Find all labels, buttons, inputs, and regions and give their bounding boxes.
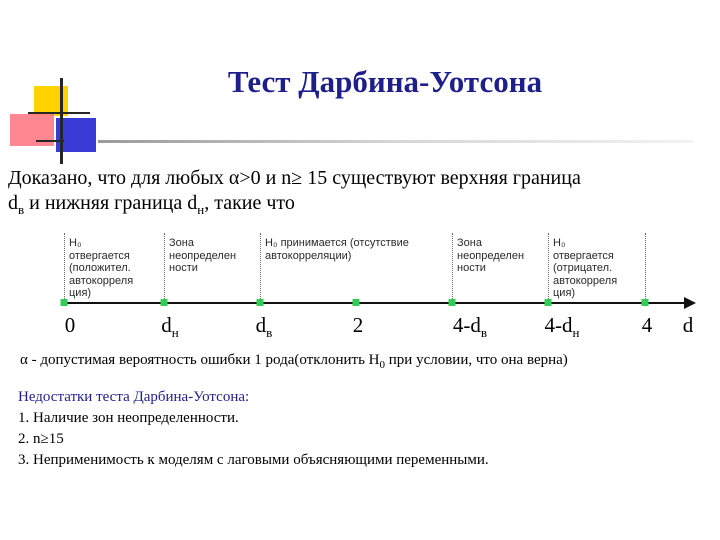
zone-divider: [645, 233, 646, 303]
axis-point: [449, 299, 456, 306]
zone-label-uncertainty-right: Зона неопределен ности: [457, 237, 525, 274]
axis-point: [642, 299, 649, 306]
axis-tick-label: $d_в$: [255, 313, 273, 340]
intro-text: [8, 166, 713, 222]
axis-arrow-icon: [684, 297, 696, 309]
intro-sub-upper: в: [18, 202, 25, 217]
intro-line2-suffix: , такие что: [204, 192, 295, 214]
zone-divider: [452, 233, 453, 303]
zone-label-positive-autocorrelation: H₀ отвергается (положител. автокорреля ция): [69, 237, 134, 299]
axis-tick-label: 2: [352, 313, 364, 337]
axis-tick-label: 4: [641, 313, 653, 337]
drawbacks-block: [18, 387, 489, 471]
drawback-item: 3. Неприменимость к моделям с лаговыми объясняющими переменными.: [18, 452, 489, 468]
title-underline: [98, 140, 693, 143]
axis-point: [61, 299, 68, 306]
zone-divider: [548, 233, 549, 303]
intro-sub-lower: н: [197, 202, 205, 217]
logo-horizontal-line-short: [36, 140, 64, 142]
drawback-item: 2. n≥15: [18, 431, 64, 447]
logo-vertical-line: [60, 78, 63, 164]
intro-line1: Доказано, что для любых α>0 и n≥ 15 существуют верхняя граница: [8, 167, 581, 189]
axis-point: [353, 299, 360, 306]
drawbacks-title: Недостатки теста Дарбина-Уотсона:: [18, 389, 250, 405]
zone-divider: [64, 233, 65, 303]
axis-label: d: [682, 313, 694, 337]
axis-point: [257, 299, 264, 306]
intro-line2-mid: и нижняя граница d: [24, 192, 198, 214]
axis-tick-label: $4-d_в$: [452, 313, 488, 340]
zone-label-uncertainty-left: Зона неопределен ности: [169, 237, 237, 274]
axis-tick-label: $4-d_н$: [544, 313, 580, 340]
drawback-item: 1. Наличие зон неопределенности.: [18, 410, 239, 426]
axis-tick-label: $d_н$: [161, 313, 179, 340]
axis-tick-label: 0: [64, 313, 76, 337]
number-axis: [64, 302, 684, 304]
intro-line2-prefix: d: [8, 192, 18, 214]
zone-divider: [164, 233, 165, 303]
zone-label-negative-autocorrelation: H₀ отвергается (отрицател. автокорреля ция): [553, 237, 618, 299]
alpha-note: α - допустимая вероятность ошибки 1 рода(отклонить $H_0$ при условии, что она верна): [20, 352, 568, 371]
logo-horizontal-line: [28, 112, 90, 114]
axis-point: [545, 299, 552, 306]
zone-label-no-autocorrelation: H₀ принимается (отсутствие автокорреляции): [265, 237, 409, 262]
zone-divider: [260, 233, 261, 303]
slide-title: Тест Дарбина-Уотсона: [227, 64, 543, 99]
axis-point: [161, 299, 168, 306]
